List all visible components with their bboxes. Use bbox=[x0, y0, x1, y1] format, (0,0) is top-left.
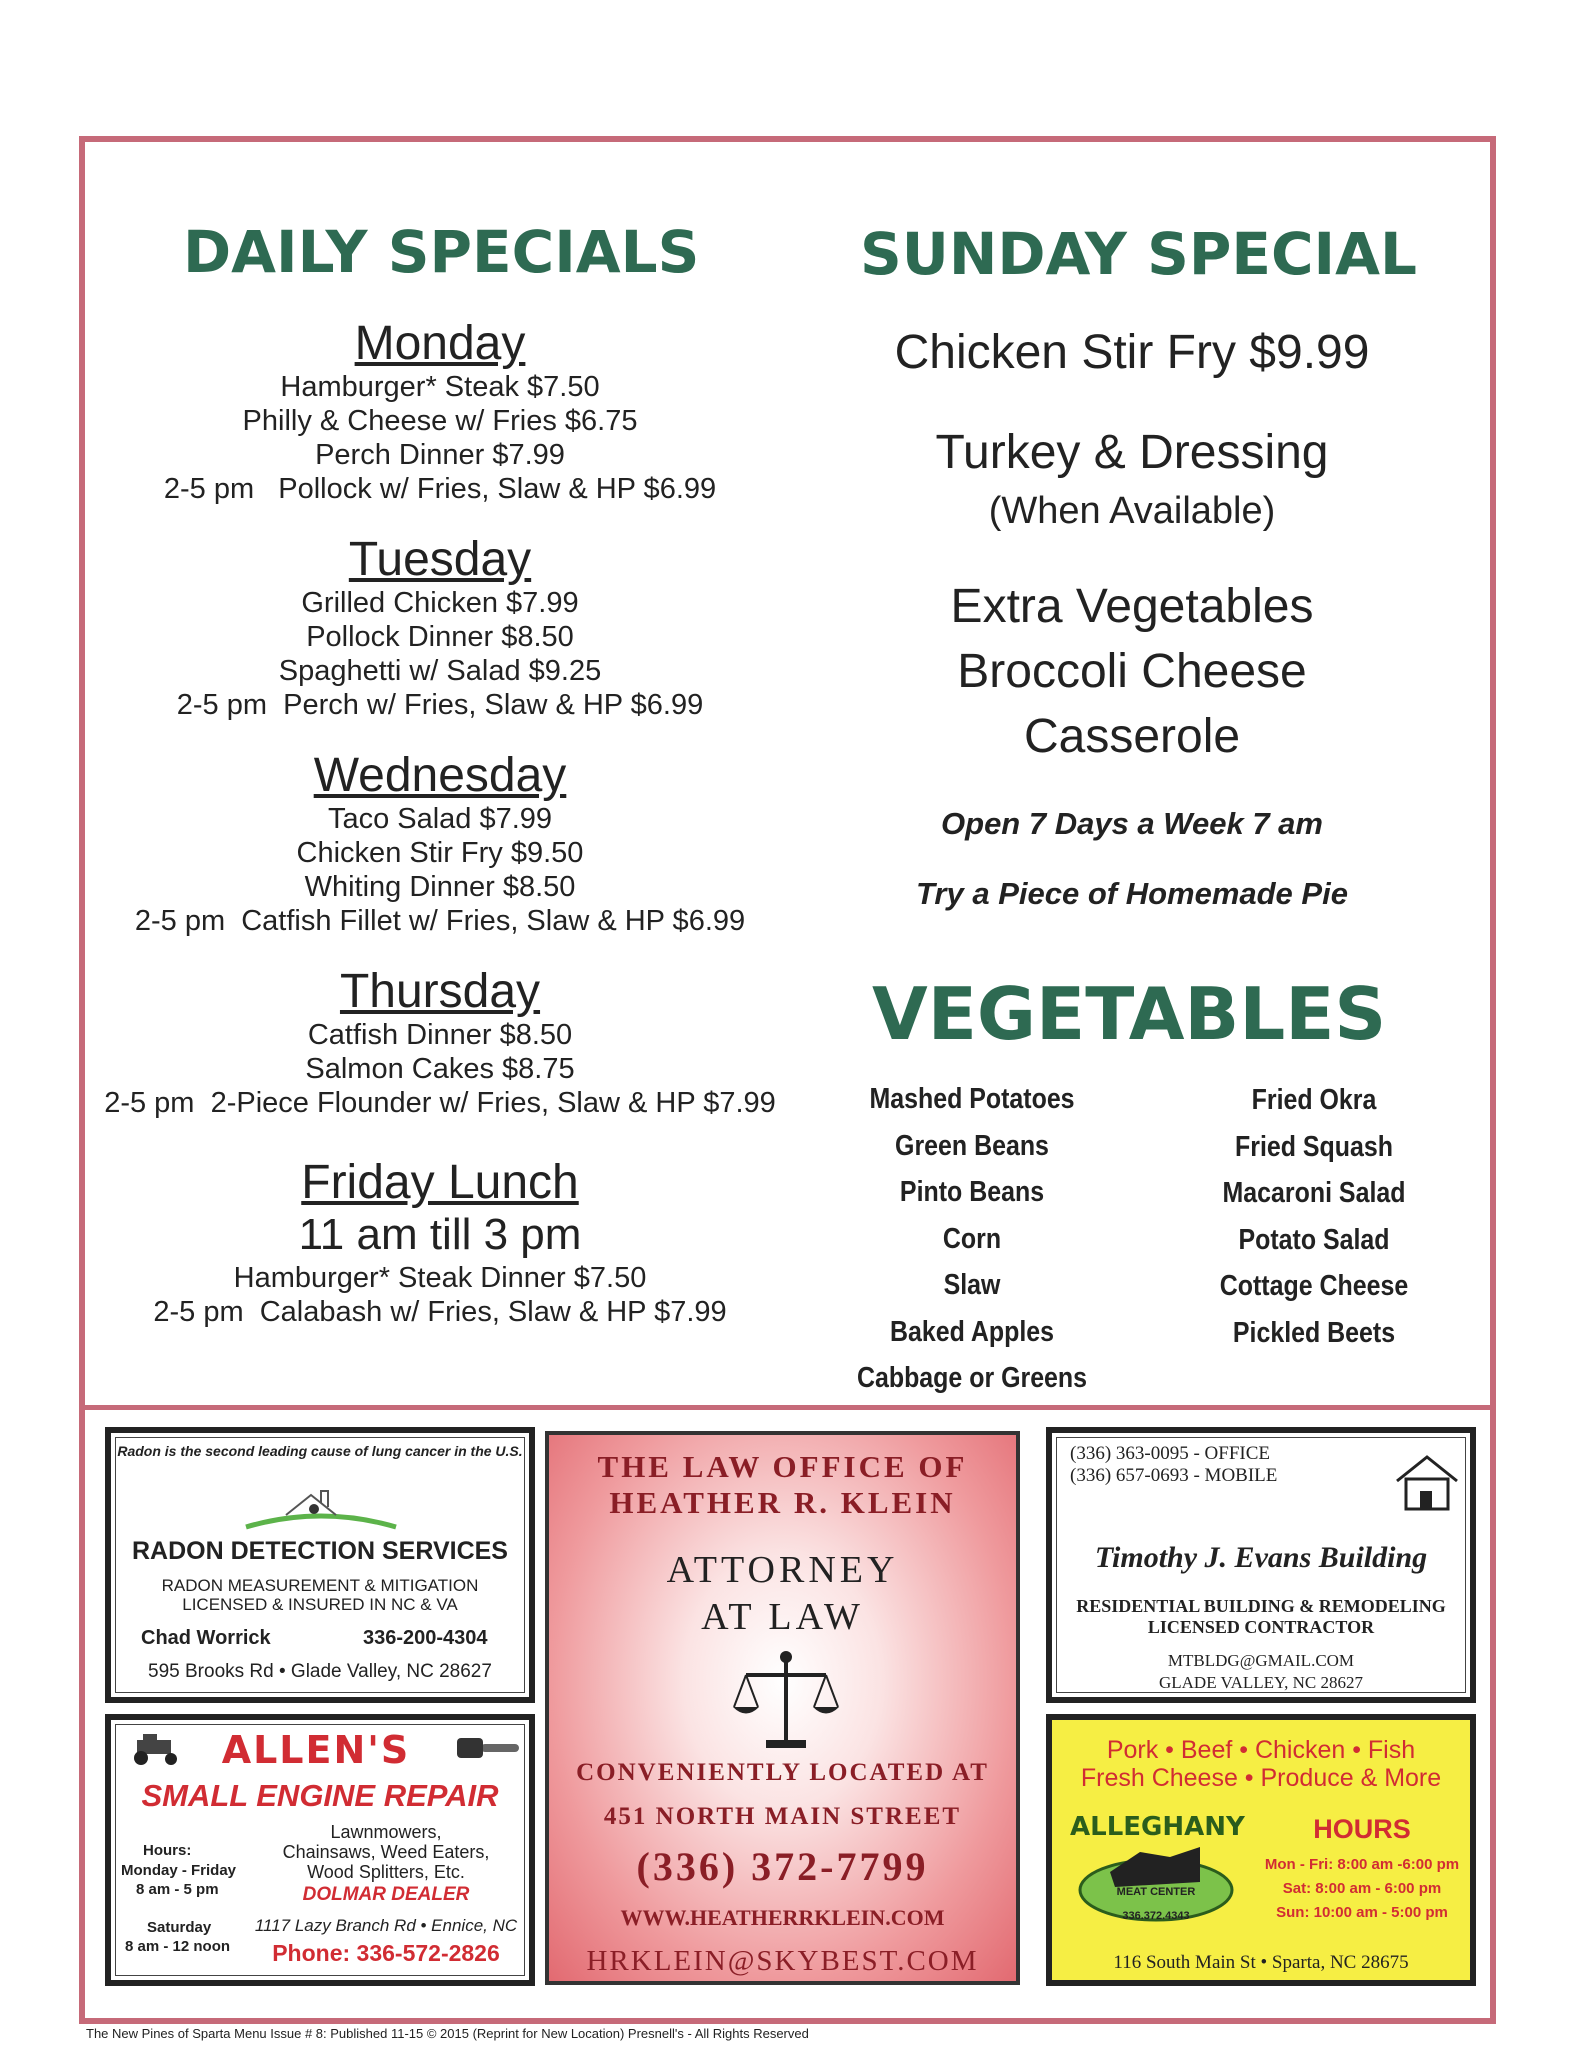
vegetable-item: Cottage Cheese bbox=[1219, 1270, 1409, 1302]
menu-item: Whiting Dinner $8.50 bbox=[304, 871, 576, 903]
law-title: AT LAW bbox=[701, 1596, 864, 1638]
ad-address: 116 South Main St • Sparta, NC 28675 bbox=[1113, 1952, 1409, 1973]
hours-line: Mon - Fri: 8:00 am -6:00 pm bbox=[1264, 1856, 1460, 1873]
service-line: Chainsaws, Weed Eaters, bbox=[282, 1842, 490, 1862]
ad-email: MTBLDG@GMAIL.COM bbox=[1167, 1651, 1355, 1670]
law-phone: (336) 372-7799 bbox=[636, 1844, 929, 1889]
ad-company-name: RADON DETECTION SERVICES bbox=[132, 1537, 508, 1565]
day-tuesday bbox=[100, 534, 780, 722]
ad-license-line: LICENSED & INSURED IN NC & VA bbox=[182, 1595, 458, 1614]
vegetables-heading: VEGETABLES bbox=[872, 972, 1387, 1056]
law-location: CONVENIENTLY LOCATED AT bbox=[576, 1759, 989, 1786]
hours-line: Sat: 8:00 am - 6:00 pm bbox=[1282, 1880, 1442, 1897]
day-thursday bbox=[100, 966, 780, 1120]
ad-allens bbox=[105, 1714, 535, 1986]
saturday-time: 8 am - 12 noon bbox=[125, 1938, 231, 1955]
footer-copyright: The New Pines of Sparta Menu Issue # 8: Published 11-15 © 2015 (Reprint for New Location) Presnell's - All Rights Reserved bbox=[86, 2026, 809, 2041]
ad-law-office bbox=[545, 1431, 1020, 1985]
hours-days: Monday - Friday bbox=[121, 1862, 237, 1879]
vegetable-item: Corn bbox=[942, 1222, 1002, 1255]
section-divider bbox=[79, 1405, 1496, 1410]
ad-company-name: ALLEN'S bbox=[221, 1728, 411, 1772]
menu-item: Chicken Stir Fry $9.50 bbox=[296, 837, 584, 869]
meat-center-logo bbox=[1070, 1812, 1245, 1932]
saturday-label: Saturday bbox=[147, 1919, 212, 1936]
menu-item: 2-5 pm Pollock w/ Fries, Slaw & HP $6.99 bbox=[163, 473, 717, 505]
dealer-text: DOLMAR DEALER bbox=[302, 1884, 470, 1905]
law-email: HRKLEIN@SKYBEST.COM bbox=[586, 1945, 979, 1977]
day-friday bbox=[100, 1157, 780, 1329]
ad-address: 1117 Lazy Branch Rd • Ennice, NC bbox=[254, 1916, 518, 1935]
products-line: Fresh Cheese • Produce & More bbox=[1080, 1764, 1442, 1792]
vegetable-item: Pinto Beans bbox=[899, 1176, 1045, 1208]
vegetables-left-column bbox=[843, 1076, 1101, 1402]
law-location: 451 NORTH MAIN STREET bbox=[603, 1803, 962, 1830]
vegetable-item: Fried Squash bbox=[1235, 1130, 1393, 1163]
sunday-item-1: Chicken Stir Fry $9.99 bbox=[894, 326, 1370, 379]
ad-phone: Phone: 336-572-2826 bbox=[272, 1940, 500, 1966]
menu-item: Salmon Cakes $8.75 bbox=[305, 1053, 575, 1085]
menu-item: Catfish Dinner $8.50 bbox=[307, 1019, 573, 1051]
law-heading: HEATHER R. KLEIN bbox=[609, 1485, 956, 1520]
law-heading: THE LAW OFFICE OF bbox=[597, 1449, 968, 1484]
chainsaw-icon bbox=[451, 1732, 521, 1766]
scales-of-justice-icon bbox=[731, 1645, 841, 1755]
menu-item: Philly & Cheese w/ Fries $6.75 bbox=[242, 405, 638, 437]
sunday-item-3: Casserole bbox=[1023, 710, 1241, 763]
ad-contact-name: Chad Worrick bbox=[141, 1627, 271, 1649]
day-subtitle: 11 am till 3 pm bbox=[298, 1210, 582, 1259]
products-line: Pork • Beef • Chicken • Fish bbox=[1106, 1736, 1416, 1764]
hours-line: Sun: 10:00 am - 5:00 pm bbox=[1276, 1904, 1448, 1921]
day-wednesday bbox=[100, 750, 780, 938]
hours-label: Hours: bbox=[143, 1842, 192, 1859]
vegetable-item: Green Beans bbox=[895, 1129, 1049, 1162]
menu-item: Spaghetti w/ Salad $9.25 bbox=[278, 655, 602, 687]
service-line: Wood Splitters, Etc. bbox=[307, 1862, 465, 1882]
house-icon bbox=[1392, 1451, 1462, 1513]
menu-item: 2-5 pm Catfish Fillet w/ Fries, Slaw & HP $6.99 bbox=[134, 905, 746, 937]
day-title: Monday bbox=[354, 317, 526, 370]
day-title: Friday Lunch bbox=[301, 1156, 579, 1209]
menu-item: 2-5 pm Perch w/ Fries, Slaw & HP $6.99 bbox=[176, 689, 704, 721]
pie-text: Try a Piece of Homemade Pie bbox=[916, 876, 1348, 911]
menu-item: Perch Dinner $7.99 bbox=[315, 439, 565, 471]
menu-item: Taco Salad $7.99 bbox=[327, 803, 553, 835]
logo-subtext: MEAT CENTER bbox=[1116, 1886, 1196, 1898]
ad-alleghany-meat bbox=[1046, 1714, 1476, 1986]
vegetable-item: Fried Okra bbox=[1251, 1084, 1377, 1116]
sunday-item-2-note: (When Available) bbox=[988, 490, 1276, 532]
menu-item: Hamburger* Steak $7.50 bbox=[280, 371, 600, 403]
menu-item: Grilled Chicken $7.99 bbox=[301, 587, 579, 619]
ad-phone: 336-200-4304 bbox=[363, 1627, 488, 1649]
ad-address: GLADE VALLEY, NC 28627 bbox=[1158, 1673, 1363, 1692]
vegetables-right-column bbox=[1185, 1077, 1443, 1356]
menu-item: 2-5 pm Calabash w/ Fries, Slaw & HP $7.99 bbox=[153, 1296, 727, 1328]
menu-item: Hamburger* Steak Dinner $7.50 bbox=[233, 1262, 647, 1294]
ad-company-name: Timothy J. Evans Building bbox=[1094, 1541, 1428, 1574]
service-line: Lawnmowers, bbox=[330, 1822, 442, 1842]
vegetable-item: Mashed Potatoes bbox=[869, 1083, 1075, 1115]
ad-subtitle: SMALL ENGINE REPAIR bbox=[141, 1778, 499, 1813]
hours-heading: HOURS bbox=[1313, 1814, 1411, 1844]
logo-text: ALLEGHANY bbox=[1070, 1812, 1245, 1842]
vegetable-item: Slaw bbox=[943, 1269, 1001, 1301]
sunday-item-3: Broccoli Cheese bbox=[957, 645, 1307, 698]
sunday-item-3: Extra Vegetables bbox=[950, 580, 1314, 633]
vegetable-item: Macaroni Salad bbox=[1222, 1177, 1406, 1209]
ad-address: 595 Brooks Rd • Glade Valley, NC 28627 bbox=[148, 1661, 492, 1682]
ad-service-line: RESIDENTIAL BUILDING & REMODELING bbox=[1076, 1596, 1446, 1616]
ad-radon bbox=[105, 1427, 535, 1703]
hours-time: 8 am - 5 pm bbox=[136, 1881, 219, 1898]
mobile-phone: (336) 657-0693 - MOBILE bbox=[1070, 1465, 1278, 1486]
day-title: Thursday bbox=[339, 965, 541, 1018]
logo-phone: 336.372.4343 bbox=[1122, 1910, 1190, 1922]
house-radon-logo-icon bbox=[236, 1485, 406, 1535]
open-hours-text: Open 7 Days a Week 7 am bbox=[941, 806, 1323, 841]
day-title: Tuesday bbox=[348, 533, 532, 586]
vegetable-item: Potato Salad bbox=[1238, 1223, 1390, 1256]
lawnmower-icon bbox=[125, 1732, 189, 1768]
ad-license-line: LICENSED CONTRACTOR bbox=[1147, 1617, 1375, 1637]
office-phone: (336) 363-0095 - OFFICE bbox=[1070, 1443, 1271, 1464]
vegetable-item: Cabbage or Greens bbox=[856, 1362, 1088, 1394]
day-title: Wednesday bbox=[313, 749, 567, 802]
ad-tagline: Radon is the second leading cause of lung cancer in the U.S. bbox=[117, 1443, 523, 1459]
vegetable-item: Pickled Beets bbox=[1232, 1316, 1396, 1349]
daily-specials-heading: DAILY SPECIALS bbox=[183, 218, 700, 286]
day-monday bbox=[100, 318, 780, 506]
sunday-item-2: Turkey & Dressing bbox=[935, 426, 1329, 479]
ad-evans-building bbox=[1046, 1427, 1476, 1703]
menu-item: Pollock Dinner $8.50 bbox=[306, 621, 574, 653]
law-title: ATTORNEY bbox=[666, 1549, 899, 1591]
vegetable-item: Baked Apples bbox=[889, 1315, 1055, 1348]
law-website: WWW.HEATHERRKLEIN.COM bbox=[620, 1905, 945, 1930]
ad-service-line: RADON MEASUREMENT & MITIGATION bbox=[161, 1576, 479, 1595]
menu-item: 2-5 pm 2-Piece Flounder w/ Fries, Slaw & HP $7.99 bbox=[104, 1087, 776, 1119]
sunday-special-heading: SUNDAY SPECIAL bbox=[860, 220, 1417, 288]
